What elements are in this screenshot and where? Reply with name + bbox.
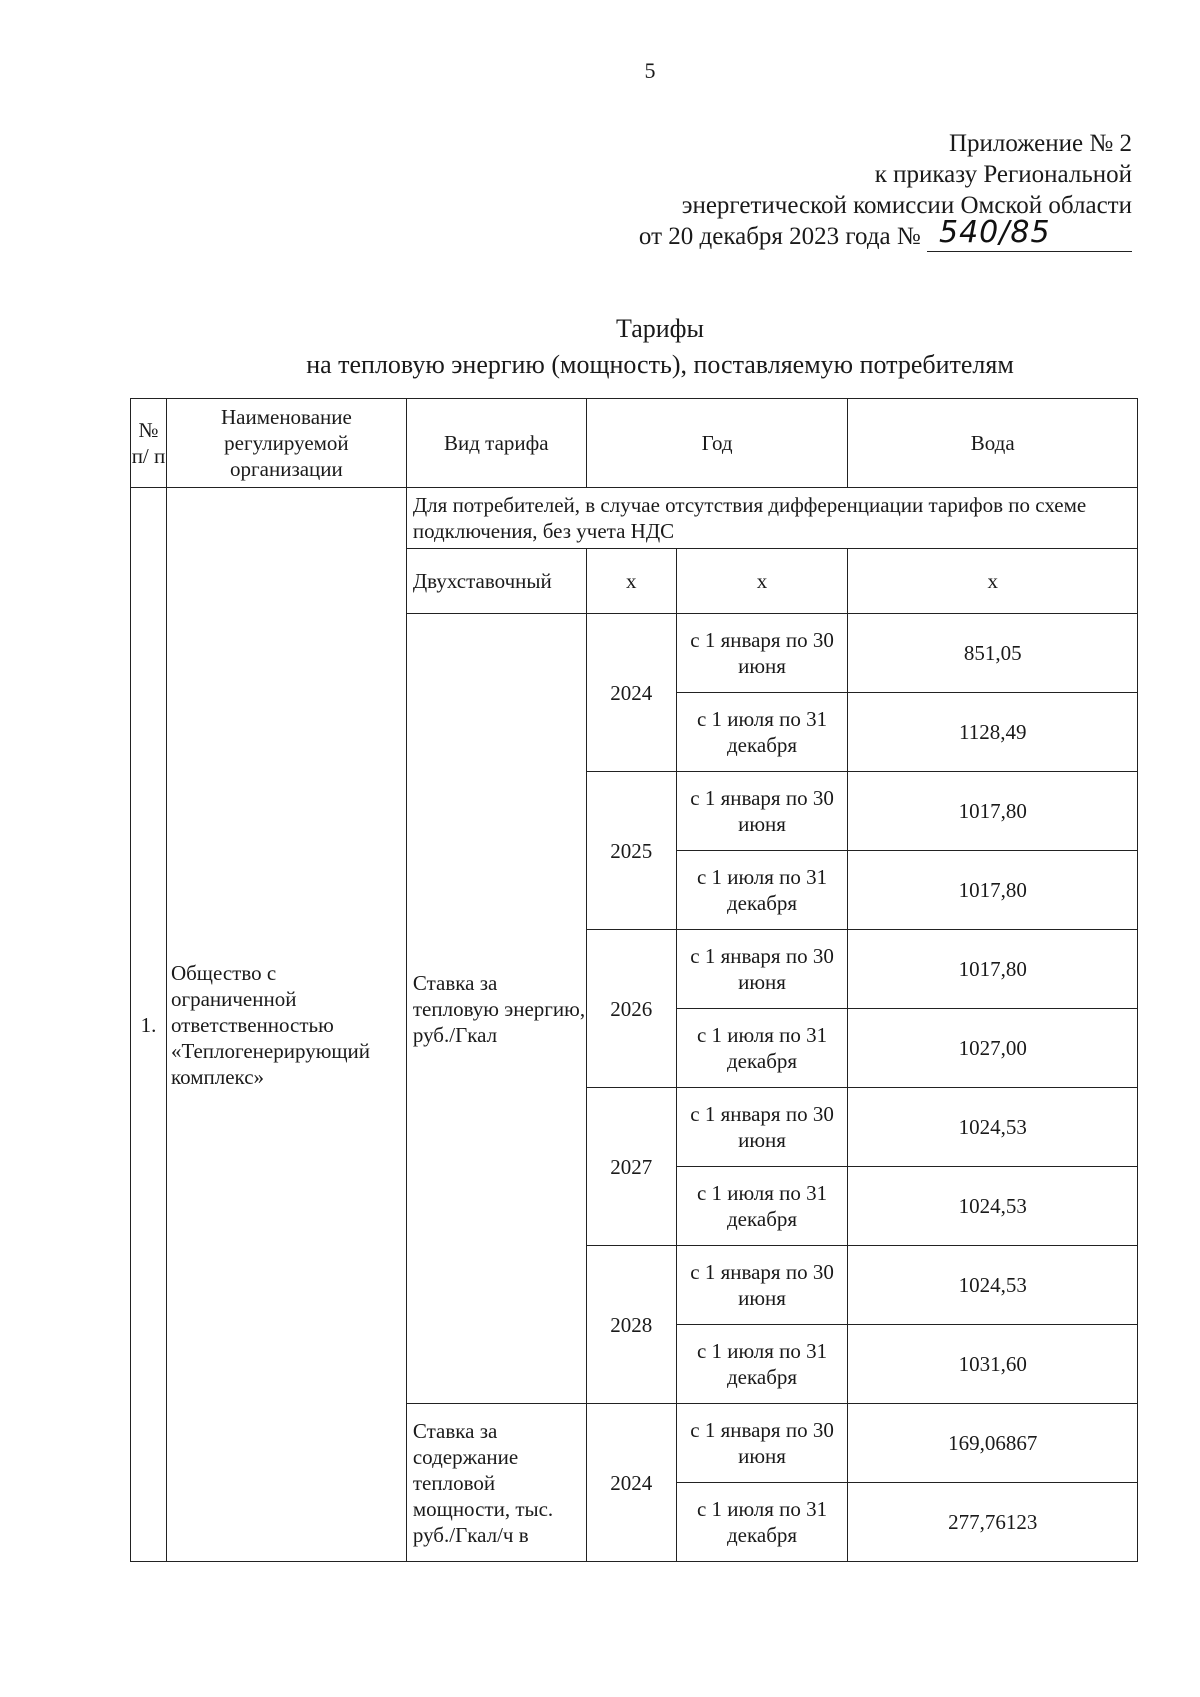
value-cell: 1017,80 [848,851,1138,930]
header-water: Вода [848,399,1138,488]
year-cell: 2025 [586,772,676,930]
value-cell: 1128,49 [848,693,1138,772]
document-subtitle: на тепловую энергию (мощность), поставляемую потребителям [306,350,1014,379]
row-number: 1. [131,488,167,1562]
value-cell: 1027,00 [848,1009,1138,1088]
value-cell: 1024,53 [848,1088,1138,1167]
value-cell: 1024,53 [848,1246,1138,1325]
header-year: Год [586,399,848,488]
period-cell: с 1 июля по 31 декабря [676,851,848,930]
period-cell: с 1 июля по 31 декабря [676,1325,848,1404]
value-cell: 169,06867 [848,1404,1138,1483]
tariff-table [130,398,1138,1562]
energy-rate-label: Ставка за тепловую энергию, руб./Гкал [406,614,586,1404]
two-part-x3: х [848,549,1138,614]
document-title: Тарифы [615,314,704,343]
appendix-line-1: Приложение № 2 [948,130,1132,157]
appendix-line-3: энергетической комиссии Омской области [681,192,1132,219]
order-number-line [927,215,1132,252]
header-org: Наименование регулируемой организации [166,399,406,488]
organization-name: Общество с ограниченной ответственностью «Теплогенерирующий комплекс» [166,488,406,1562]
value-cell: 1024,53 [848,1167,1138,1246]
year-cell: 2028 [586,1246,676,1404]
period-cell: с 1 июля по 31 декабря [676,1009,848,1088]
table-row [131,488,1138,549]
appendix-line-4 [638,215,1132,252]
period-cell: с 1 июля по 31 декабря [676,1483,848,1562]
appendix-date-text: от 20 декабря 2023 года № [638,223,921,250]
period-cell: с 1 января по 30 июня [676,1404,848,1483]
two-part-label: Двухставочный [406,549,586,614]
period-cell: с 1 января по 30 июня [676,614,848,693]
header-type: Вид тарифа [406,399,586,488]
page-number: 5 [644,58,656,83]
period-cell: с 1 января по 30 июня [676,1088,848,1167]
value-cell: 851,05 [848,614,1138,693]
period-cell: с 1 января по 30 июня [676,772,848,851]
two-part-x1: х [586,549,676,614]
year-cell: 2027 [586,1088,676,1246]
appendix-header [639,128,1132,252]
appendix-line-2: к приказу Региональной [874,161,1132,188]
value-cell: 1017,80 [848,930,1138,1009]
two-part-x2: х [676,549,848,614]
year-cell: 2024 [586,614,676,772]
capacity-rate-label: Ставка за содержание тепловой мощности, тыс. руб./Гкал/ч в [406,1404,586,1562]
header-num: № п/ п [131,399,167,488]
year-cell: 2026 [586,930,676,1088]
period-cell: с 1 июля по 31 декабря [676,1167,848,1246]
section-title: Для потребителей, в случае отсутствия дифференциации тарифов по схеме подключения, без учета НДС [406,488,1137,549]
period-cell: с 1 января по 30 июня [676,1246,848,1325]
value-cell: 277,76123 [848,1483,1138,1562]
value-cell: 1017,80 [848,772,1138,851]
table-header-row [131,399,1138,488]
period-cell: с 1 июля по 31 декабря [676,693,848,772]
year-cell: 2024 [586,1404,676,1562]
period-cell: с 1 января по 30 июня [676,930,848,1009]
value-cell: 1031,60 [848,1325,1138,1404]
order-number-handwritten: 540/85 [939,215,1051,250]
